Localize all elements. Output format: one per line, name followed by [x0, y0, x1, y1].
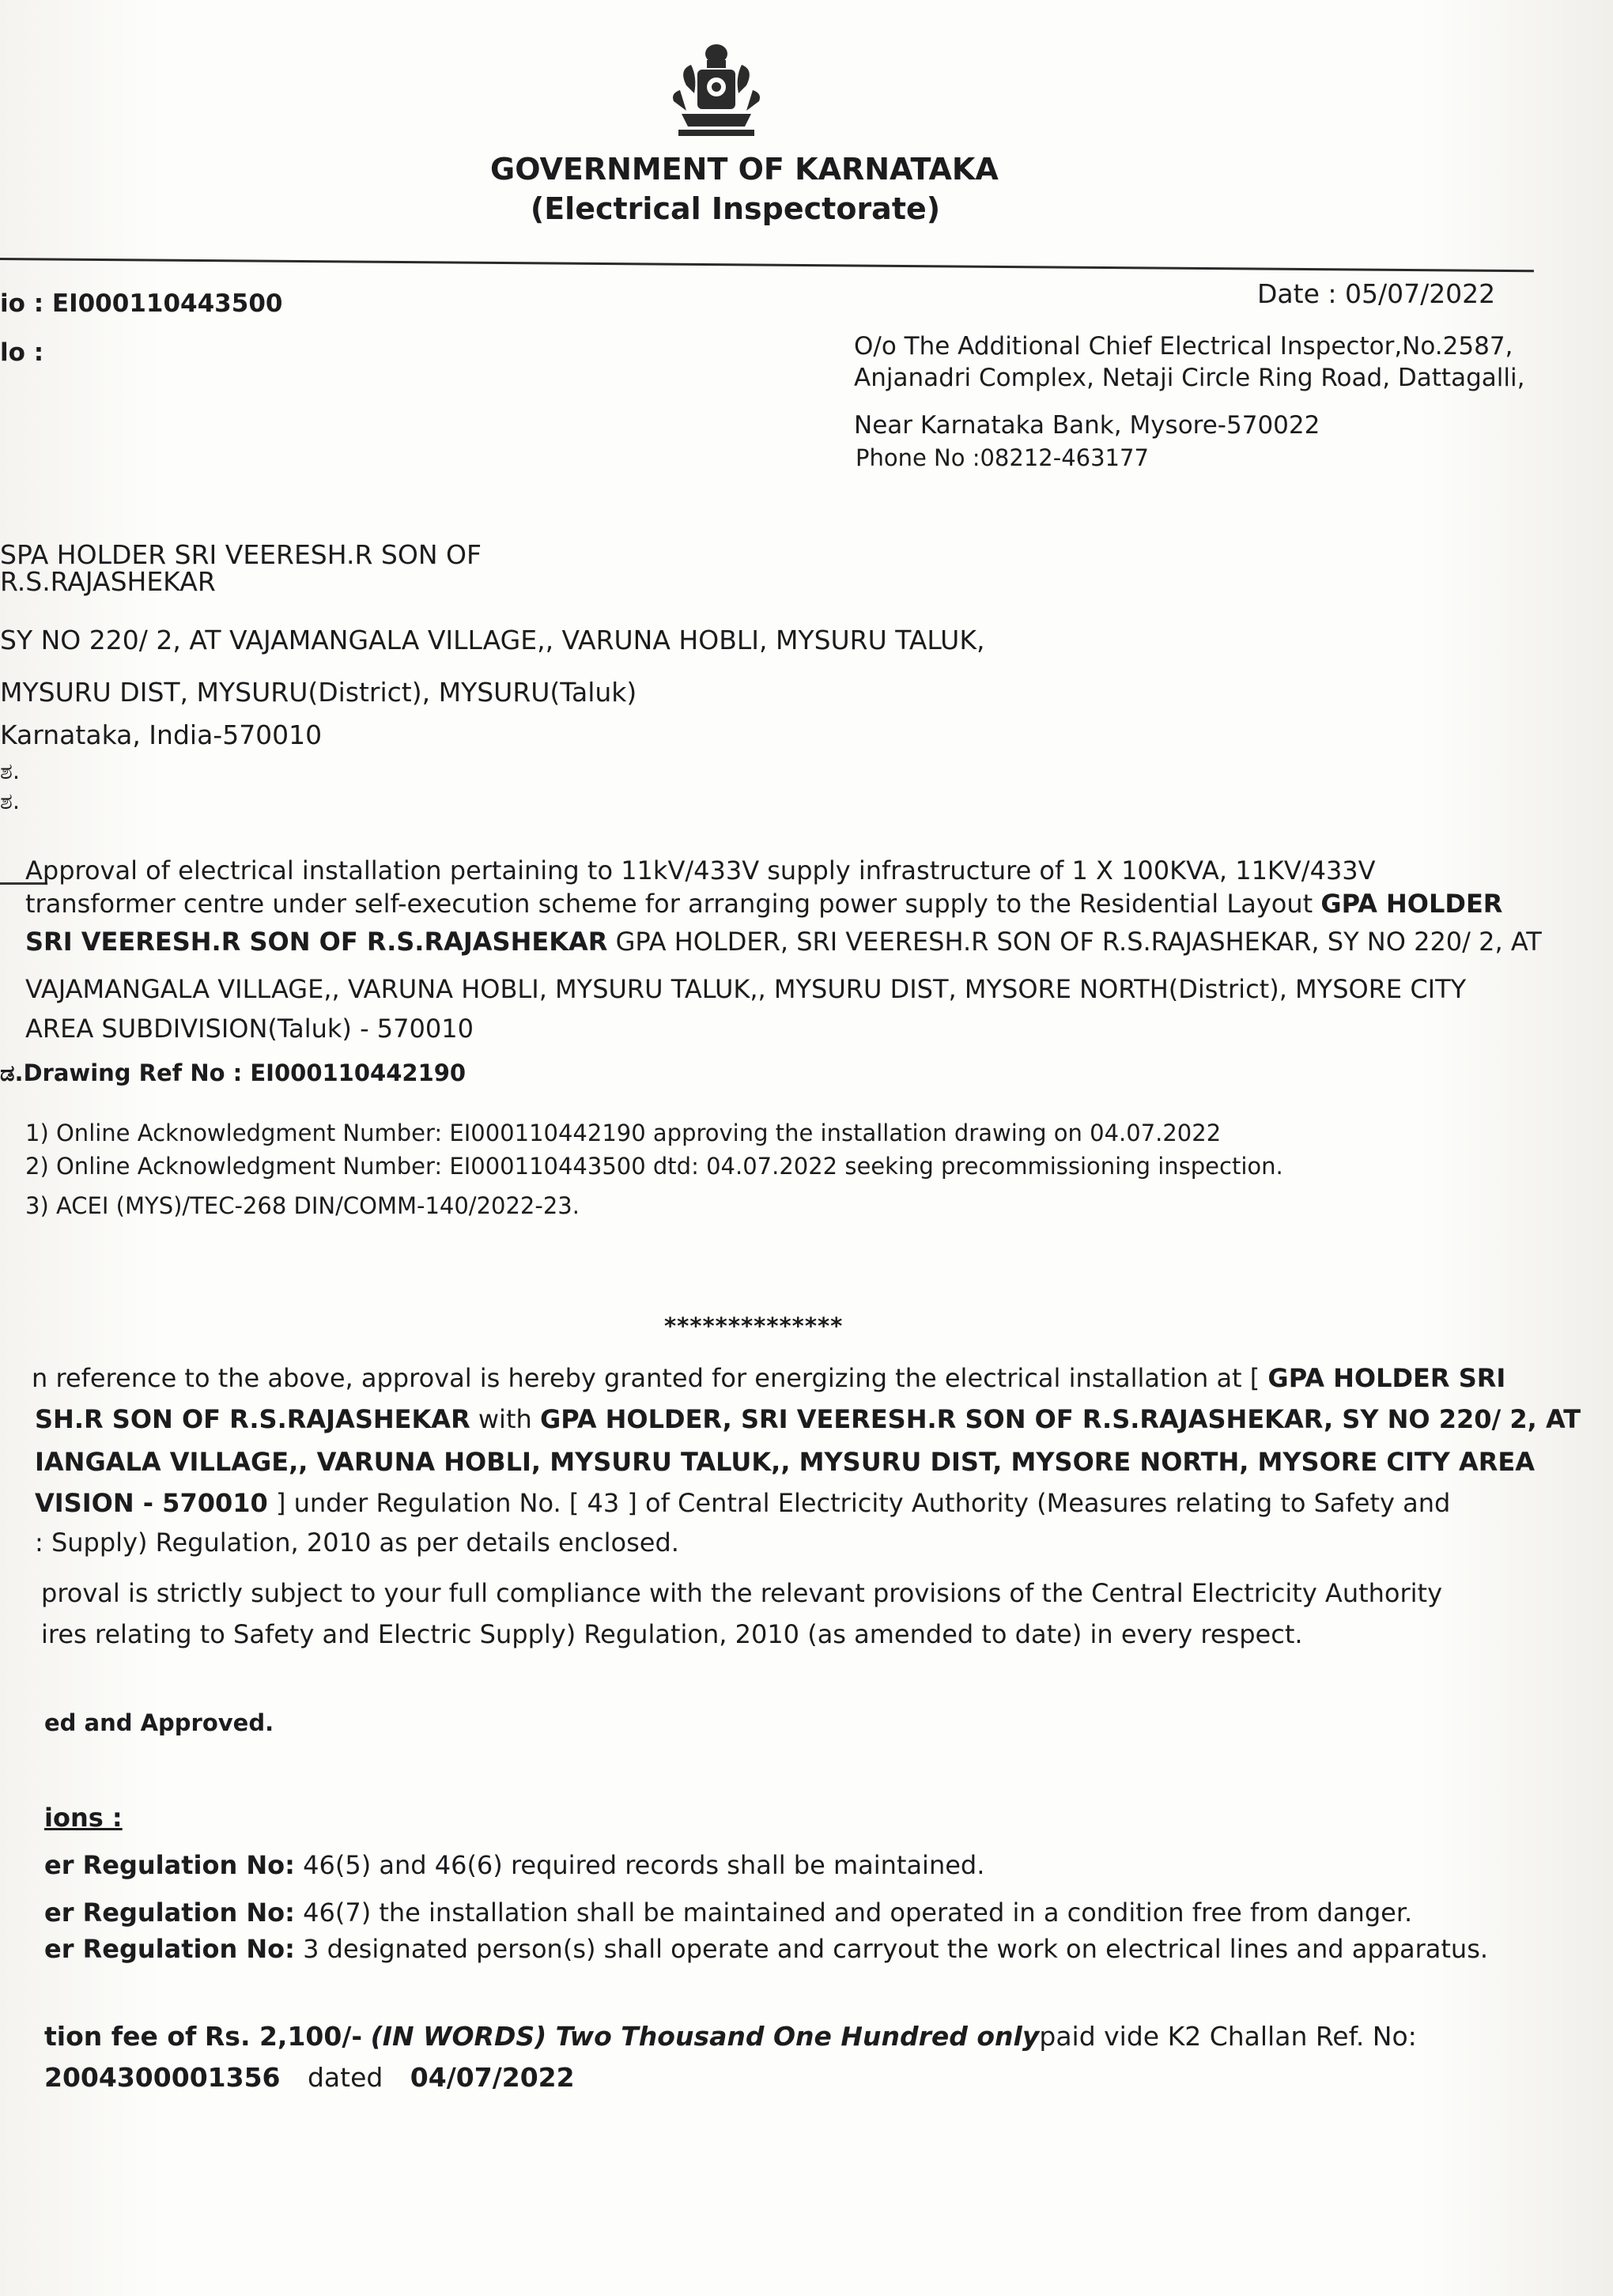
drawing-ref: ಡ.Drawing Ref No : EI000110442190 [0, 1059, 467, 1086]
reference-item: 3) ACEI (MYS)/TEC-268 DIN/COMM-140/2022-23. [25, 1192, 580, 1219]
number-label: lo : [0, 338, 44, 367]
conditions-title: ions : [44, 1803, 123, 1833]
challan-number: 2004300001356 [44, 2062, 281, 2093]
condition-item: er Regulation No: 3 designated person(s) shall operate and carryout the work on electrical lines and apparatus. [44, 1934, 1489, 1964]
challan-date: 04/07/2022 [410, 2062, 575, 2093]
karnataka-emblem-icon [663, 38, 770, 141]
document-date: Date : 05/07/2022 [1257, 278, 1496, 309]
separator: ************** [664, 1312, 844, 1339]
reference-item: 2) Online Acknowledgment Number: EI000110443500 dtd: 04.07.2022 seeking precommissioning inspection. [25, 1153, 1283, 1180]
document-page: GOVERNMENT OF KARNATAKA (Electrical Inspectorate) io : EI000110443500 lo : Date : 05/07/2022 O/o The Additional Chief Electrical Inspector,No.2587, Anjanadri Complex, Netaji Circle Ring Road, Dattagalli, Near Karnataka Bank, Mysore-570022 Phone No :08212-463177 SPA HOLDER SRI VEERESH.R SON OF R.S.RAJASHEKAR SY NO 220/ 2, AT VAJAMANGALA VILLAGE,, VARUNA HOBLI, MYSURU TALUK, MYSURU DIST, MYSURU(District), MYSURU(Taluk) Karnataka, India-570010 ಶ. ಶ. Approval of electrical installation pertaining to 11kV/433V supply infrastructure of 1 X 100KVA, 11KV/433V transformer centre under self-execution scheme for arranging power supply to the Residential Layout GPA HOLDER SRI VEERESH.R SON OF R.S.RAJASHEKAR GPA HOLDER, SRI VEERESH.R SON OF R.S.RAJASHEKAR, SY NO 220/ 2, AT VAJAMANGALA VILLAGE,, VARUNA HOBLI, MYSURU TALUK,, MYSURU DIST, MYSORE NORTH(District), MYSORE CITY AREA SUBDIVISION(Taluk) - 570010 ಡ.Drawing Ref No : EI000110442190 1) Online Acknowledgment Number: EI000110442190 approving the installation drawing on 04.07.2022 2) Online Acknowledgment Number: EI000110443500 dtd: 04.07.2022 seeking precommissioning inspection. 3) ACEI (MYS)/TEC-268 DIN/COMM-140/2022-23. ************** n reference to the above, approval is hereby granted for energizing the electrical installation at [ GPA HOLDER SRI SH.R SON OF R.S.RAJASHEKAR with GPA HOLDER, SRI VEERESH.R SON OF R.S.RAJASHEKAR, SY NO 220/ 2, AT IANGALA VILLAGE,, VARUNA HOBLI, MYSURU TALUK,, MYSURU DIST, MYSORE NORTH, MYSORE CITY AREA VISION - 570010 ] under Regulation No. [ 43 ] of Central Electricity Authority (Measures relating to Safety and : Supply) Regulation, 2010 as per details enclosed. proval is strictly subject to your full compliance with the relevant provisions of the Central Electricity Authority ires relating to Safety and Electric Supply) Regulation, 2010 (as amended to date) in every respect. ed and Approved. ions : er Regulation No: 46(5) and 46(6) required records shall be maintained. er Regulation No: 46(7) the installation shall be maintained and operated in a condition free from danger. er Regulation No: 3 designated person(s) shall operate and carryout the work on electrical lines and apparatus. tion fee of Rs. 2,100/- (IN WORDS) Two Thousand One Hundred onlypaid vide K2 Challan Ref. No: 2004300001356 dated 04/07/2022 [0, 0, 1613, 2296]
condition-item: er Regulation No: 46(5) and 46(6) required records shall be maintained. [44, 1850, 985, 1880]
reference-item: 1) Online Acknowledgment Number: EI000110442190 approving the installation drawing on 04.07.2022 [25, 1120, 1222, 1146]
header-rule [0, 258, 1534, 272]
reference-number: io : EI000110443500 [0, 289, 283, 318]
approved-note: ed and Approved. [44, 1709, 274, 1736]
header-title: GOVERNMENT OF KARNATAKA [490, 152, 999, 187]
condition-item: er Regulation No: 46(7) the installation shall be maintained and operated in a condition free from danger. [44, 1898, 1413, 1928]
header-subtitle: (Electrical Inspectorate) [530, 191, 941, 226]
